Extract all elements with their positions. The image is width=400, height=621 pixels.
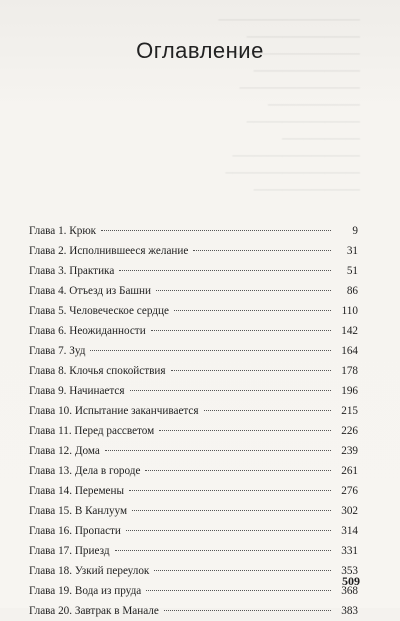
toc-entry-label: Глава 20. Завтрак в Манале (29, 605, 159, 617)
toc-entry-page: 239 (341, 445, 358, 457)
toc-entry-label: Глава 13. Дела в городе (29, 465, 141, 477)
dot-leader (132, 510, 331, 511)
toc-entry (29, 261, 358, 281)
toc-entry-label: Глава 5. Человеческое сердце (29, 305, 169, 317)
toc-entry (29, 601, 358, 621)
toc-entry (29, 501, 358, 521)
toc-entry-label: Глава 11. Перед рассветом (29, 425, 155, 437)
dot-leader (105, 450, 331, 451)
toc-entry-page: 215 (341, 405, 358, 417)
dot-leader (193, 250, 331, 251)
toc-entry-label: Глава 7. Зуд (29, 345, 86, 357)
toc-entry-page: 31 (346, 245, 358, 257)
dot-leader (174, 310, 331, 311)
toc-entry-label: Глава 16. Пропасти (29, 525, 121, 537)
dot-leader (204, 410, 331, 411)
dot-leader (101, 230, 331, 231)
toc-entry (29, 521, 358, 541)
toc-entry-label: Глава 19. Вода из пруда (29, 585, 142, 597)
toc-entry-label: Глава 18. Узкий переулок (29, 565, 150, 577)
toc-entry-label: Глава 10. Испытание заканчивается (29, 405, 199, 417)
toc-entry-page: 9 (352, 225, 358, 237)
toc-entry (29, 541, 358, 561)
dot-leader (154, 570, 331, 571)
toc-entry-page: 368 (341, 585, 358, 597)
toc-entry-label: Глава 12. Дома (29, 445, 100, 457)
dot-leader (130, 390, 331, 391)
dot-leader (115, 550, 331, 551)
toc-entry-label: Глава 8. Клочья спокойствия (29, 365, 166, 377)
toc-entry (29, 421, 358, 441)
toc-entry-page: 331 (341, 545, 358, 557)
toc-entry-page: 86 (346, 285, 358, 297)
toc-entry-page: 226 (341, 425, 358, 437)
toc-entry (29, 581, 358, 601)
toc-entry-page: 353 (341, 565, 358, 577)
page-number: 509 (342, 574, 360, 588)
toc-entry-page: 196 (341, 385, 358, 397)
dot-leader (171, 370, 331, 371)
dot-leader (146, 590, 331, 591)
table-of-contents (29, 221, 358, 621)
dot-leader (159, 430, 331, 431)
dot-leader (129, 490, 331, 491)
toc-entry (29, 241, 358, 261)
toc-entry-label: Глава 6. Неожиданности (29, 325, 146, 337)
toc-entry-page: 110 (341, 305, 358, 317)
toc-entry-label: Глава 17. Приезд (29, 545, 110, 557)
toc-entry-page: 383 (341, 605, 358, 617)
toc-entry (29, 281, 358, 301)
toc-entry-page: 51 (346, 265, 358, 277)
toc-entry (29, 561, 358, 581)
dot-leader (156, 290, 331, 291)
toc-entry-page: 178 (341, 365, 358, 377)
toc-entry-label: Глава 1. Крюк (29, 225, 97, 237)
toc-entry (29, 221, 358, 241)
page-title: Оглавление (136, 38, 264, 63)
toc-entry-label: Глава 3. Практика (29, 265, 115, 277)
bleed-through-text: ──────────────────── ──────────────── ────────────────── ─────────────── ───────────────── ───────────── ──────────────── ─────────── ────────────────── ─────────────────── ─────────────── (218, 15, 360, 196)
toc-entry (29, 481, 358, 501)
toc-entry (29, 381, 358, 401)
toc-entry-page: 276 (341, 485, 358, 497)
toc-entry-label: Глава 9. Начинается (29, 385, 125, 397)
dot-leader (151, 330, 331, 331)
toc-entry-page: 142 (341, 325, 358, 337)
toc-entry-page: 302 (341, 505, 358, 517)
toc-entry (29, 461, 358, 481)
toc-entry-label: Глава 4. Отъезд из Башни (29, 285, 152, 297)
toc-entry-label: Глава 2. Исполнившееся желание (29, 245, 189, 257)
dot-leader (164, 610, 331, 611)
toc-entry (29, 301, 358, 321)
toc-entry-page: 261 (341, 465, 358, 477)
dot-leader (119, 270, 331, 271)
toc-entry (29, 441, 358, 461)
toc-entry (29, 361, 358, 381)
toc-entry-page: 314 (341, 525, 358, 537)
toc-entry-label: Глава 14. Перемены (29, 485, 125, 497)
toc-entry-label: Глава 15. В Канлуум (29, 505, 128, 517)
toc-entry (29, 341, 358, 361)
dot-leader (126, 530, 331, 531)
toc-entry-page: 164 (341, 345, 358, 357)
dot-leader (145, 470, 331, 471)
toc-entry (29, 401, 358, 421)
toc-entry (29, 321, 358, 341)
dot-leader (90, 350, 331, 351)
